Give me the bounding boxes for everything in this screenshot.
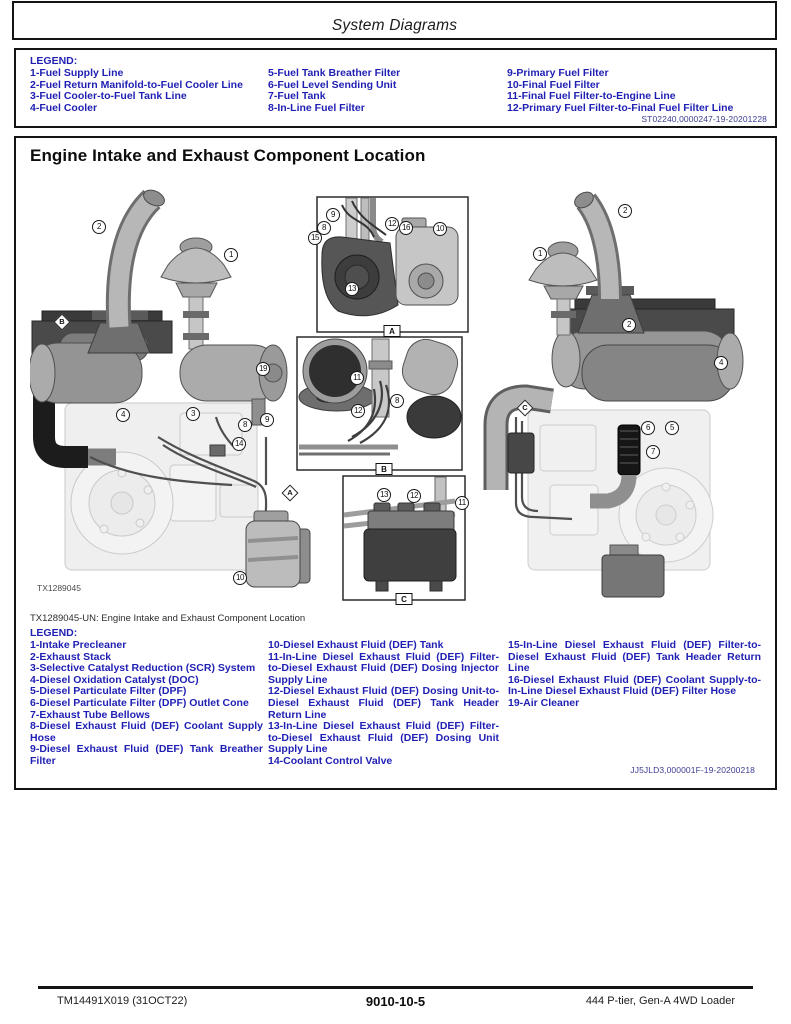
callout-6: 6 bbox=[641, 421, 655, 435]
legend-item: 10-Diesel Exhaust Fluid (DEF) Tank bbox=[268, 639, 444, 651]
callout-10: 10 bbox=[433, 222, 447, 236]
def-legend-heading: LEGEND: bbox=[30, 627, 78, 639]
legend-item: 2-Fuel Return Manifold-to-Fuel Cooler Line bbox=[30, 78, 243, 91]
callout-12: 12 bbox=[351, 404, 365, 418]
figure-image-label: TX1289045 bbox=[37, 583, 81, 593]
callout-1: 1 bbox=[533, 247, 547, 261]
callout-12: 12 bbox=[385, 217, 399, 231]
callout-13: 13 bbox=[377, 488, 391, 502]
legend-item: 8-In-Line Fuel Filter bbox=[268, 101, 365, 114]
callout-8: 8 bbox=[390, 394, 404, 408]
page-header bbox=[12, 1, 777, 40]
callout-4: 4 bbox=[116, 408, 130, 422]
callout-19: 19 bbox=[256, 362, 270, 376]
callout-2: 2 bbox=[622, 318, 636, 332]
legend-item: 5-Diesel Particulate Filter (DPF) bbox=[30, 685, 187, 698]
legend-item: 8-Diesel Exhaust Fluid (DEF) Coolant Supply Hose bbox=[30, 720, 263, 744]
footer-manual-number: TM14491X019 (31OCT22) bbox=[57, 995, 188, 1007]
legend-item: 7-Exhaust Tube Bellows bbox=[30, 708, 150, 721]
def-legend-col-3 bbox=[508, 640, 761, 768]
fuel-legend-col-2 bbox=[268, 68, 507, 114]
footer-page-number: 9010-10-5 bbox=[365, 994, 426, 1009]
callout-16: 16 bbox=[399, 221, 413, 235]
def-legend-col-1 bbox=[30, 640, 263, 768]
legend-item: 1-Fuel Supply Line bbox=[30, 67, 124, 79]
callout-4: 4 bbox=[714, 356, 728, 370]
section-title: Engine Intake and Exhaust Component Location bbox=[30, 146, 426, 165]
callout-8: 8 bbox=[317, 221, 331, 235]
legend-item: 7-Fuel Tank bbox=[268, 90, 326, 103]
legend-item: 9-Primary Fuel Filter bbox=[507, 67, 609, 79]
legend-item: 13-In-Line Diesel Exhaust Fluid (DEF) Filter-to-Diesel Exhaust Fluid (DEF) Dosing Unit Supply Line bbox=[268, 720, 499, 756]
legend-item: 2-Exhaust Stack bbox=[30, 650, 112, 663]
callout-13: 13 bbox=[345, 282, 359, 296]
view-label-A: A bbox=[282, 485, 299, 502]
callout-7: 7 bbox=[646, 445, 660, 459]
fuel-legend-col-1 bbox=[30, 68, 268, 114]
fuel-legend-heading: LEGEND: bbox=[30, 55, 78, 67]
engine-diagram-figure bbox=[30, 185, 759, 611]
legend-item: 3-Selective Catalyst Reduction (SCR) System bbox=[30, 662, 256, 675]
view-label-B: B bbox=[376, 463, 393, 475]
callout-15: 15 bbox=[308, 231, 322, 245]
legend-item: 19-Air Cleaner bbox=[508, 696, 580, 709]
legend-item: 4-Fuel Cooler bbox=[30, 101, 98, 114]
callout-9: 9 bbox=[326, 208, 340, 222]
view-label-A: A bbox=[384, 325, 401, 337]
view-label-C: C bbox=[517, 400, 534, 417]
footer-rule bbox=[38, 986, 753, 989]
legend-item: 11-In-Line Diesel Exhaust Fluid (DEF) Filter-to-Diesel Exhaust Fluid (DEF) Dosing Injector Supply Line bbox=[268, 650, 499, 686]
callout-3: 3 bbox=[186, 407, 200, 421]
legend-item: 11-Final Fuel Filter-to-Engine Line bbox=[507, 90, 676, 103]
def-legend-doc-code: JJ5JLD3,000001F-19-20200218 bbox=[630, 765, 755, 775]
legend-item: 9-Diesel Exhaust Fluid (DEF) Tank Breather Filter bbox=[30, 743, 263, 767]
callout-10: 10 bbox=[233, 571, 247, 585]
footer-model-name: 444 P-tier, Gen-A 4WD Loader bbox=[585, 995, 735, 1007]
legend-item: 3-Fuel Cooler-to-Fuel Tank Line bbox=[30, 90, 187, 103]
legend-item: 12-Primary Fuel Filter-to-Final Fuel Filter Line bbox=[507, 101, 734, 114]
engine-section-box bbox=[14, 136, 777, 790]
figure-callout-overlay bbox=[30, 185, 759, 611]
callout-12: 12 bbox=[407, 489, 421, 503]
legend-item: 10-Final Fuel Filter bbox=[507, 78, 600, 91]
fuel-legend-col-3 bbox=[507, 68, 761, 114]
callout-9: 9 bbox=[260, 413, 274, 427]
legend-item: 4-Diesel Oxidation Catalyst (DOC) bbox=[30, 673, 199, 686]
callout-1: 1 bbox=[224, 248, 238, 262]
callout-11: 11 bbox=[455, 496, 469, 510]
view-label-C: C bbox=[396, 593, 413, 605]
legend-item: 15-In-Line Diesel Exhaust Fluid (DEF) Filter-to-Diesel Exhaust Fluid (DEF) Tank Header Return Line bbox=[508, 639, 761, 675]
callout-2: 2 bbox=[618, 204, 632, 218]
legend-item: 12-Diesel Exhaust Fluid (DEF) Dosing Unit-to-Diesel Exhaust Fluid (DEF) Tank Header Return Line bbox=[268, 685, 499, 721]
legend-item: 6-Fuel Level Sending Unit bbox=[268, 78, 397, 91]
fuel-legend-columns bbox=[30, 68, 761, 114]
legend-item: 5-Fuel Tank Breather Filter bbox=[268, 67, 401, 79]
fuel-legend-doc-code: ST02240,0000247-19-20201228 bbox=[641, 114, 767, 124]
callout-14: 14 bbox=[232, 437, 246, 451]
figure-caption: TX1289045-UN: Engine Intake and Exhaust Component Location bbox=[30, 613, 306, 624]
callout-2: 2 bbox=[92, 220, 106, 234]
callout-8: 8 bbox=[238, 418, 252, 432]
legend-item: 1-Intake Precleaner bbox=[30, 639, 127, 651]
def-legend-columns bbox=[30, 640, 761, 768]
view-label-B: B bbox=[54, 314, 71, 331]
callout-5: 5 bbox=[665, 421, 679, 435]
legend-item: 16-Diesel Exhaust Fluid (DEF) Coolant Supply-to-In-Line Diesel Exhaust Fluid (DEF) Filter Hose bbox=[508, 673, 761, 698]
fuel-legend-box bbox=[14, 48, 777, 128]
page-header-title: System Diagrams bbox=[331, 17, 458, 34]
def-legend-col-2 bbox=[268, 640, 499, 768]
legend-item: 6-Diesel Particulate Filter (DPF) Outlet Cone bbox=[30, 696, 249, 709]
callout-11: 11 bbox=[350, 371, 364, 385]
legend-item: 14-Coolant Control Valve bbox=[268, 754, 393, 767]
